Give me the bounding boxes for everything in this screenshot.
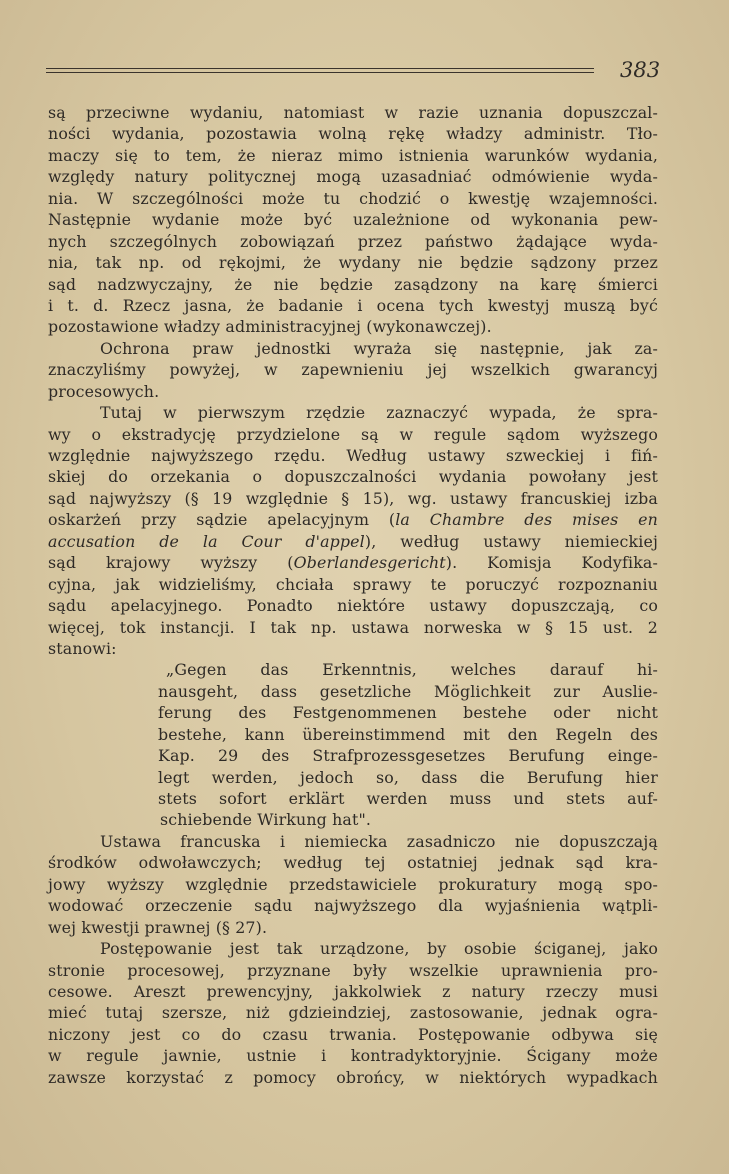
text-line: w regule jawnie, ustnie i kontradyktoryjnie. Ścigany może: [48, 1046, 658, 1066]
text-line: Następnie wydanie może być uzależnione od wykonania pew-: [48, 210, 658, 230]
text-line: stronie procesowej, przyznane były wszelkie uprawnienia pro-: [48, 960, 658, 980]
text-line: skiej do orzekania o dopuszczalności wydania powołany jest: [48, 467, 658, 487]
paragraph: [48, 831, 658, 938]
body-text: [48, 102, 658, 1088]
header-rule: [46, 68, 594, 73]
text-line: więcej, tok instancji. I tak np. ustawa norweska w § 15 ust. 2: [48, 617, 658, 637]
text-line: Ustawa francuska i niemiecka zasadniczo nie dopuszczają: [100, 831, 658, 851]
text-line: sąd najwyższy (§ 19 względnie § 15), wg. ustawy francuskiej izba: [48, 488, 658, 508]
text-line: stanowi:: [48, 638, 117, 658]
paragraph: [48, 102, 658, 338]
quote-line: ferung des Festgenommenen bestehe oder nicht: [158, 703, 658, 723]
text-line: środków odwoławczych; według tej ostatniej jednak sąd kra-: [48, 853, 658, 873]
text-line: pozostawione władzy administracyjnej (wykonawczej).: [48, 317, 492, 337]
quote-line: „Gegen das Erkenntnis, welches darauf hi-: [166, 660, 658, 680]
text-line: mieć tutaj szersze, niż gdzieindziej, zastosowanie, jednak ogra-: [48, 1003, 658, 1023]
text-line: sąd nadzwyczajny, że nie będzie zasądzony na karę śmierci: [48, 274, 658, 294]
paragraph: [48, 938, 658, 1088]
quote-line: Kap. 29 des Strafprozessgesetzes Berufung einge-: [158, 746, 658, 766]
page-number: 383: [620, 58, 661, 82]
text-line: Tutaj w pierwszym rzędzie zaznaczyć wypada, że spra-: [100, 403, 658, 423]
text-line: procesowych.: [48, 381, 160, 401]
page-header: [46, 56, 666, 86]
text-line: ności wydania, pozostawia wolną rękę władzy administr. Tło-: [48, 124, 658, 144]
text-line: wej kwestji prawnej (§ 27).: [48, 917, 268, 937]
quote-line: schiebende Wirkung hat".: [160, 810, 372, 830]
text-line: są przeciwne wydaniu, natomiast w razie uznania dopuszczal-: [48, 103, 658, 122]
text-line: nia, tak np. od rękojmi, że wydany nie będzie sądzony przez: [48, 253, 658, 273]
text-line: i t. d. Rzecz jasna, że badanie i ocena tych kwestyj muszą być: [48, 295, 658, 315]
text-line: cyjna, jak widzieliśmy, chciała sprawy te poruczyć rozpoznaniu: [48, 574, 658, 594]
text-line: oskarżeń przy sądzie apelacyjnym (la Chambre des mises en: [48, 510, 659, 530]
text-line: względnie najwyższego rzędu. Według ustawy szweckiej i fiń-: [48, 446, 658, 465]
text-line: wy o ekstradycję przydzielone są w regule sądom wyższego: [48, 424, 658, 444]
text-line: nych szczególnych zobowiązań przez państwo żądające wyda-: [48, 231, 658, 251]
text-line: Ochrona praw jednostki wyraża się następnie, jak za-: [100, 338, 658, 358]
block-quote: [48, 659, 658, 831]
italic-term: la Chambre des mises en: [395, 510, 659, 530]
paragraph: [48, 338, 658, 402]
text-line: zawsze korzystać z pomocy obrońcy, w niektórych wypadkach: [48, 1067, 658, 1087]
text-line: wodować orzeczenie sądu najwyższego dla wyjaśnienia wątpli-: [48, 896, 658, 916]
text-line: względy natury politycznej mogą uzasadniać odmówienie wyda-: [48, 167, 658, 187]
paragraph: [48, 402, 658, 659]
text-line: znaczyliśmy powyżej, w zapewnieniu jej wszelkich gwarancyj: [48, 360, 658, 380]
text-line: cesowe. Areszt prewencyjny, jakkolwiek z natury rzeczy musi: [48, 981, 658, 1001]
quote-line: bestehe, kann übereinstimmend mit den Regeln des: [158, 724, 658, 744]
text-line: nia. W szczególności może tu chodzić o kwestję wzajemności.: [48, 188, 658, 208]
quote-line: nausgeht, dass gesetzliche Möglichkeit zur Auslie-: [158, 681, 658, 701]
text-line: niczony jest co do czasu trwania. Postępowanie odbywa się: [48, 1024, 658, 1044]
italic-term: accusation de la Cour d'appel: [48, 531, 365, 551]
text-line: accusation de la Cour d'appel), według ustawy niemieckiej: [48, 531, 658, 551]
quote-line: stets sofort erklärt werden muss und stets auf-: [158, 789, 658, 808]
text-line: maczy się to tem, że nieraz mimo istnienia warunków wydania,: [48, 145, 658, 165]
italic-term: Oberlandesgericht: [293, 553, 446, 573]
text-line: sąd krajowy wyższy (Oberlandesgericht). Komisja Kodyfika-: [48, 553, 658, 573]
text-line: sądu apelacyjnego. Ponadto niektóre ustawy dopuszczają, co: [48, 596, 658, 616]
text-line: jowy wyższy względnie przedstawiciele prokuratury mogą spo-: [48, 874, 658, 894]
quote-line: legt werden, jedoch so, dass die Berufung hier: [158, 767, 658, 787]
text-line: Postępowanie jest tak urządzone, by osobie ściganej, jako: [100, 939, 658, 959]
